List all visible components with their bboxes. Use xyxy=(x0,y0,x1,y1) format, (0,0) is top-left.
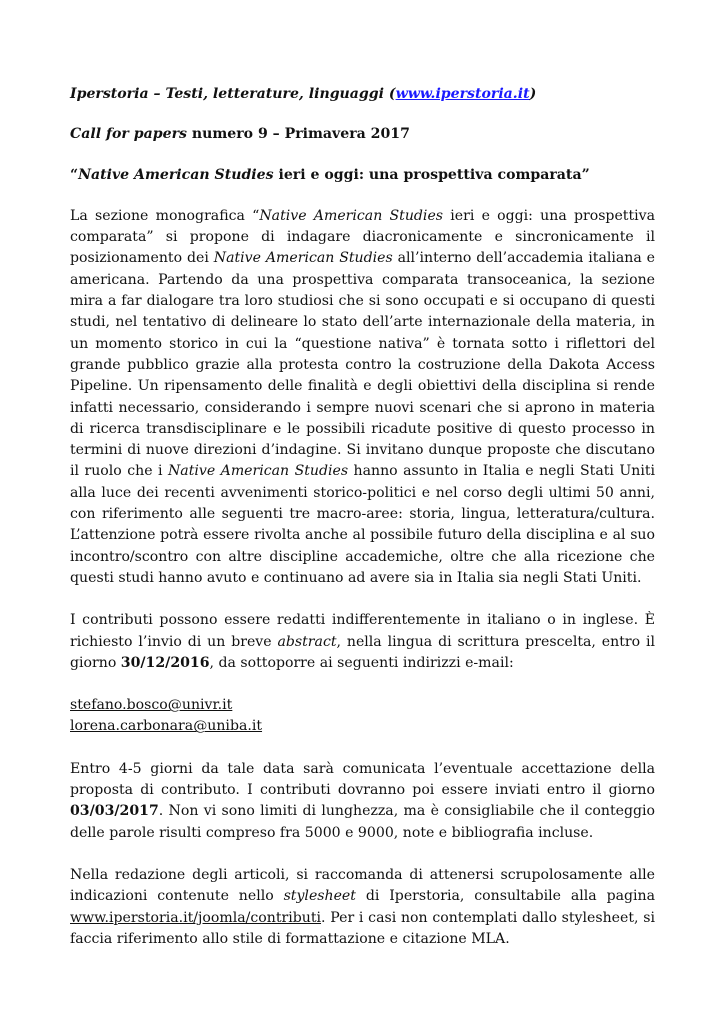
email-link-bosco[interactable]: stefano.bosco@univr.it xyxy=(70,697,233,714)
email-link-carbonara[interactable]: lorena.carbonara@uniba.it xyxy=(70,718,263,735)
paragraph-intro xyxy=(70,206,655,589)
p3-text-1: Entro 4-5 giorni da tale data sarà comunicata l’eventuale accettazione della proposta di contributo. I contributi dovranno poi essere inviati entro il giorno xyxy=(70,760,655,799)
p1-text-3: all’interno dell’accademia italiana e americana. Partendo da una prospettiva comparata transoceanica, la sezione mira a far dialogare tra loro studiosi che si sono occupati e si occupano di questi studi, nel tentativo di delineare lo stato dell’arte internazionale della materia, in un momento storico in cui la “questione nativa” è tornata sotto i riflettori del grande pubblico grazie alla protesta contro la costruzione della Dakota Access Pipeline. Un ripensamento delle finalità e degli obiettivi della disciplina si rende infatti necessario, considerando i sempre nuovi scenari che si aprono in materia di ricerca transdisciplinare e le possibili ricadute positive di questo processo in termini di nuove direzioni d’indagine. Si invitano dunque proposte che discutano il ruolo che i xyxy=(70,250,655,480)
paragraph-stylesheet xyxy=(70,865,655,950)
call-for-papers-line xyxy=(70,124,655,145)
p2-text-2: , nella lingua di scrittura prescelta, entro il giorno xyxy=(70,633,655,671)
p2-italic-abstract: abstract xyxy=(277,633,337,650)
p2-text-3: , da sottoporre ai seguenti indirizzi e-mail: xyxy=(209,654,514,671)
paragraph-submission xyxy=(70,610,655,674)
section-theme-title xyxy=(70,165,655,186)
p1-italic-1: Native American Studies xyxy=(259,207,444,224)
theme-italic: Native American Studies xyxy=(78,166,274,183)
p3-text-2: . Non vi sono limiti di lunghezza, ma è consigliabile che il conteggio delle parole risulti compreso fra 5000 e 9000, note e bibliografia incluse. xyxy=(70,803,655,841)
p1-text-4: hanno assunto in Italia e negli Stati Uniti alla luce dei recenti avvenimenti storico-politici e nel corso degli ultimi 50 anni, con riferimento alle seguenti tre macro-aree: storia, lingua, letteratura/cultura. L’attenzione potrà essere rivolta anche al possibile futuro della disciplina e al suo incontro/scontro con altre discipline accademiche, oltre che alla ricezione che questi studi hanno avuto e continuano ad avere sia in Italia sia negli Stati Uniti. xyxy=(70,463,656,586)
journal-url-link[interactable]: www.iperstoria.it xyxy=(395,86,530,102)
submission-deadline: 03/03/2017 xyxy=(70,803,159,820)
theme-rest: ieri e oggi: una prospettiva comparata” xyxy=(273,166,590,183)
p4-italic-stylesheet: stylesheet xyxy=(283,888,356,905)
contributi-url-link[interactable]: www.iperstoria.it/joomla/contributi xyxy=(70,909,322,926)
issue-number: numero 9 – Primavera 2017 xyxy=(186,126,410,143)
p1-italic-2: Native American Studies xyxy=(213,250,393,267)
journal-title-close: ) xyxy=(529,86,537,102)
email-list xyxy=(70,695,655,738)
journal-title-line xyxy=(70,84,655,105)
document-page xyxy=(70,84,655,950)
p1-italic-3: Native American Studies xyxy=(167,463,349,480)
p4-text-2: di Iperstoria, consultabile alla pagina xyxy=(355,888,656,905)
cfp-label: Call for papers xyxy=(70,126,187,143)
paragraph-acceptance xyxy=(70,759,655,844)
p2-text-1: I contributi possono essere redatti indifferentemente in italiano o in inglese. È richiesto l’invio di un breve xyxy=(70,612,655,650)
theme-open-quote: “ xyxy=(70,166,79,183)
p4-text-3: . Per i casi non contemplati dallo stylesheet, si faccia riferimento allo stile di formattazione e citazione MLA. xyxy=(70,909,655,947)
p1-text-2: ieri e oggi: una prospettiva comparata” si propone di indagare diacronicamente e sincronicamente il posizionamento dei xyxy=(70,207,655,267)
journal-title: Iperstoria – Testi, letterature, linguaggi ( xyxy=(70,86,396,102)
abstract-deadline: 30/12/2016 xyxy=(120,654,210,671)
p4-text-1: Nella redazione degli articoli, si raccomanda di attenersi scrupolosamente alle indicazioni contenute nello xyxy=(70,866,655,905)
p1-text-1: La sezione monografica “ xyxy=(70,207,260,224)
